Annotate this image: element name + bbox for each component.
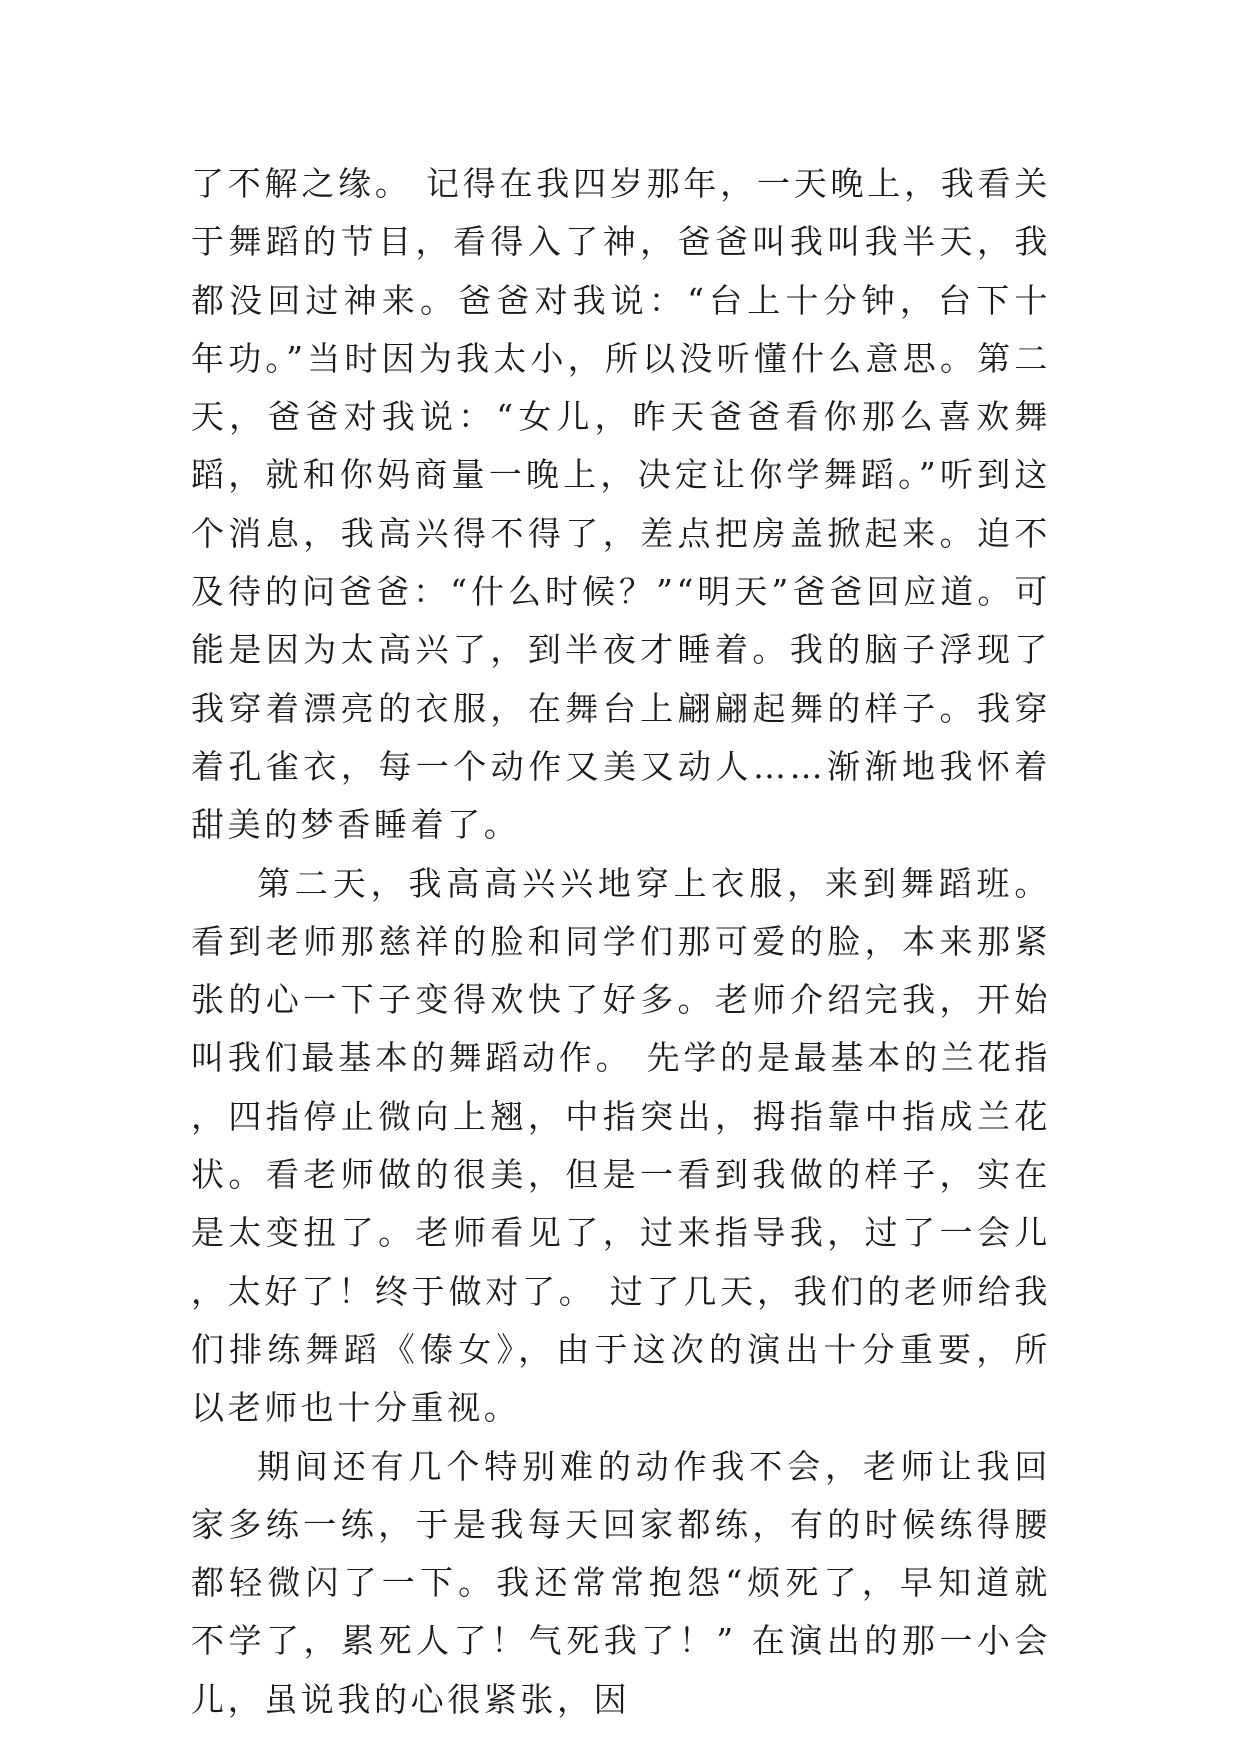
paragraph-2: 第二天，我高高兴兴地穿上衣服，来到舞蹈班。看到老师那慈祥的脸和同学们那可爱的脸，本来那紧张的心一下子变得欢快了好多。老师介绍完我，开始叫我们最基本的舞蹈动作。 先学的是最基本的兰花指，四指停止微向上翘，中指突出，拇指靠中指成兰花状。看老师做的很美，但是一看到我做的样子，实在是太变扭了。老师看见了，过来指导我，过了一会儿，太好了！终于做对了。 过了几天，我们的老师给我们排练舞蹈《傣女》，由于这次的演出十分重要，所以老师也十分重视。 xyxy=(191,863,1051,1428)
paragraph-3: 期间还有几个特别难的动作我不会，老师让我回家多练一练，于是我每天回家都练，有的时候练得腰都轻微闪了一下。我还常常抱怨“烦死了，早知道就不学了，累死人了！气死我了！” 在演出的那一小会儿，虽说我的心很紧张，因 xyxy=(191,1446,1051,1719)
document-body xyxy=(191,155,1051,1729)
paragraph-1: 了不解之缘。 记得在我四岁那年，一天晚上，我看关于舞蹈的节目，看得入了神，爸爸叫我叫我半天，我都没回过神来。爸爸对我说：“台上十分钟，台下十年功。”当时因为我太小，所以没听懂什么意思。第二天，爸爸对我说：“女儿，昨天爸爸看你那么喜欢舞蹈，就和你妈商量一晚上，决定让你学舞蹈。”听到这个消息，我高兴得不得了，差点把房盖掀起来。迫不及待的问爸爸：“什么时候？”“明天”爸爸回应道。可能是因为太高兴了，到半夜才睡着。我的脑子浮现了我穿着漂亮的衣服，在舞台上翩翩起舞的样子。我穿着孔雀衣，每一个动作又美又动人……渐渐地我怀着甜美的梦香睡着了。 xyxy=(191,164,1051,845)
